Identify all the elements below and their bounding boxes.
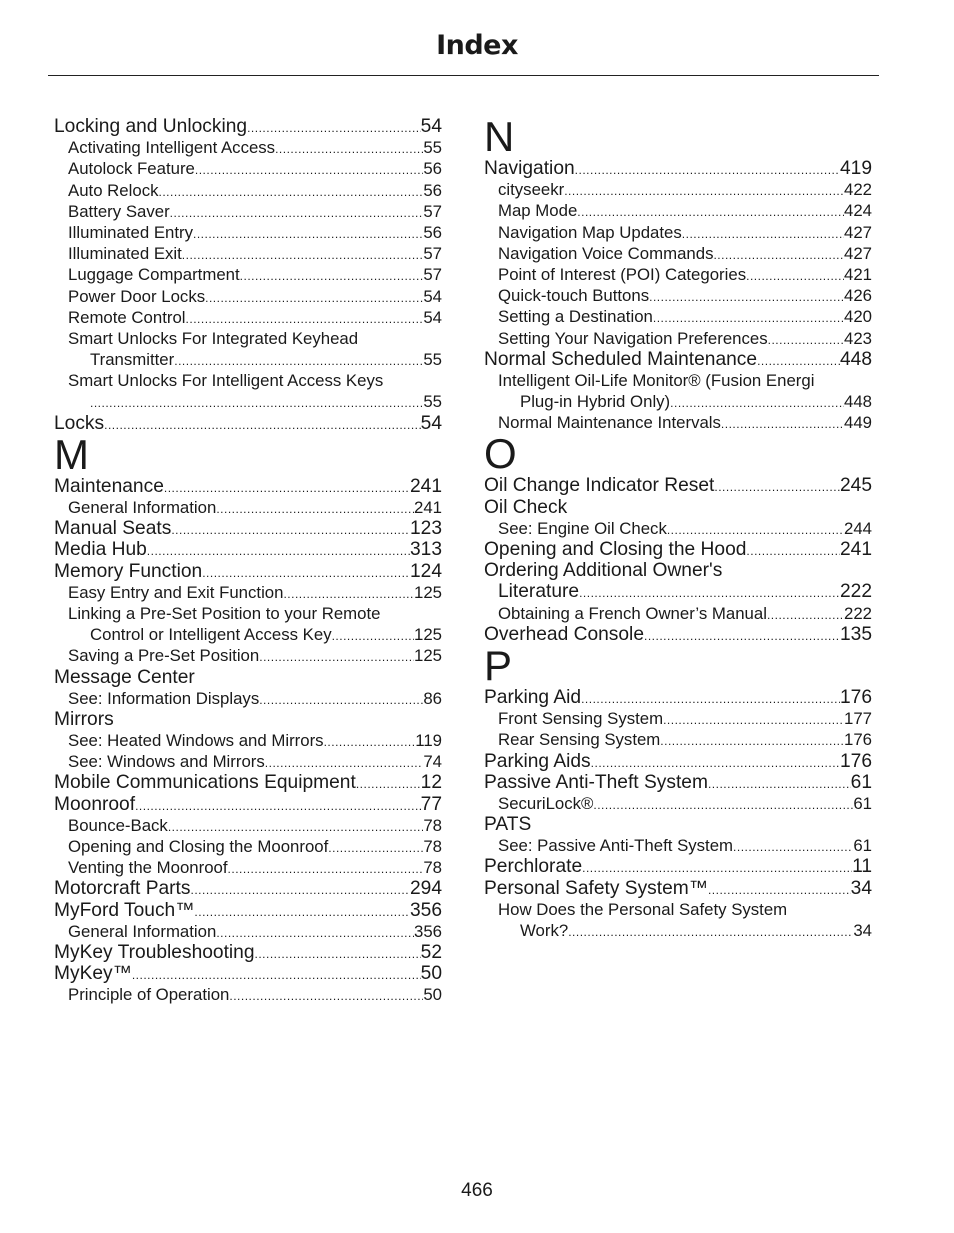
leader-dots <box>186 309 424 330</box>
entry-page-number: 56 <box>423 159 442 179</box>
entry-label: Parking Aid <box>484 686 582 708</box>
leader-dots <box>356 774 421 795</box>
leader-dots <box>746 541 840 562</box>
entry-page-number: 54 <box>423 286 442 306</box>
index-entry[interactable] <box>484 539 872 560</box>
index-heading: Mirrors <box>54 708 114 730</box>
entry-page-number: 294 <box>409 878 442 900</box>
entry-label: Locking and Unlocking <box>54 116 248 137</box>
entry-page-number: 424 <box>844 201 872 221</box>
entry-page-number: 244 <box>844 518 872 538</box>
entry-page-number: 56 <box>423 222 442 242</box>
entry-label: Control or Intelligent Access Key <box>90 625 332 645</box>
index-subentry[interactable] <box>484 920 872 941</box>
entry-label: General Information <box>68 498 217 517</box>
entry-label: MyFord Touch™ <box>54 899 195 921</box>
entry-page-number: 245 <box>839 475 872 497</box>
leader-dots <box>714 477 840 498</box>
entry-label: Navigation <box>484 158 575 179</box>
index-entry[interactable] <box>54 539 442 560</box>
leader-dots <box>158 182 423 203</box>
entry-label: Passive Anti-Theft System <box>484 771 708 793</box>
entry-page-number: 78 <box>423 858 442 878</box>
index-heading: Message Center <box>54 666 195 688</box>
index-entry[interactable] <box>54 518 442 539</box>
entry-page-number: 61 <box>853 793 872 813</box>
leader-dots <box>90 393 423 414</box>
index-subentry[interactable] <box>54 688 442 709</box>
entry-page-number: 11 <box>852 856 872 878</box>
entry-page-number: 420 <box>844 307 872 327</box>
page-number: 466 <box>461 1180 493 1201</box>
leader-dots <box>332 626 414 647</box>
entry-page-number: 356 <box>409 899 442 921</box>
leader-dots <box>168 817 424 838</box>
entry-label: Plug-in Hybrid Only) <box>520 392 671 412</box>
entry-page-number: 50 <box>423 985 442 1005</box>
entry-page-number: 313 <box>409 539 442 561</box>
entry-label: Opening and Closing the Moonroof <box>68 837 329 856</box>
entry-page-number: 56 <box>423 180 442 200</box>
index-subentry[interactable] <box>54 137 442 158</box>
leader-dots <box>195 160 423 181</box>
entry-label: Battery Saver <box>68 201 170 221</box>
entry-page-number: 54 <box>420 116 442 137</box>
entry-label: Opening and Closing the Hood <box>484 539 747 560</box>
entry-page-number: 78 <box>423 837 442 856</box>
entry-label: Easy Entry and Exit Function <box>68 582 284 602</box>
entry-page-number: 61 <box>850 771 872 793</box>
section-letter: N <box>484 113 515 160</box>
entry-page-number: 57 <box>423 244 442 264</box>
index-entry[interactable] <box>484 581 872 602</box>
leader-dots <box>259 690 423 711</box>
entry-page-number: 78 <box>423 815 442 835</box>
entry-label: MyKey™ <box>54 963 132 985</box>
section-letter: M <box>54 430 89 478</box>
leader-dots <box>170 203 424 224</box>
entry-page-number: 176 <box>844 730 872 750</box>
index-subentry[interactable] <box>484 603 872 624</box>
leader-dots <box>255 944 421 965</box>
leader-dots <box>193 224 423 245</box>
index-subentry[interactable] <box>54 264 442 285</box>
entry-page-number: 448 <box>844 392 872 412</box>
entry-label: Power Door Locks <box>68 286 206 306</box>
index-entry[interactable] <box>484 856 872 877</box>
entry-page-number: 61 <box>853 836 872 856</box>
entry-page-number: 222 <box>844 603 872 623</box>
entry-page-number: 34 <box>850 877 872 899</box>
leader-dots <box>644 626 840 647</box>
index-subentry[interactable] <box>54 624 442 645</box>
index-subentry[interactable] <box>54 921 442 942</box>
entry-label: General Information <box>68 921 217 941</box>
entry-label: Luggage Compartment <box>68 265 240 285</box>
entry-label: See: Engine Oil Check <box>498 518 667 538</box>
entry-label: Literature <box>498 581 580 603</box>
entry-label: See: Heated Windows and Mirrors <box>68 731 324 751</box>
entry-label: Activating Intelligent Access <box>68 138 276 158</box>
entry-page-number: 55 <box>423 392 442 412</box>
entry-page-number: 222 <box>839 581 872 603</box>
entry-label: Moonroof <box>54 793 136 815</box>
entry-label: Work? <box>520 921 569 940</box>
leader-dots <box>708 880 851 901</box>
index-subentry[interactable] <box>54 349 442 370</box>
entry-label: Mobile Communications Equipment <box>54 772 356 794</box>
entry-label: Bounce-Back <box>68 815 168 835</box>
entry-label: See: Information Displays <box>68 688 260 708</box>
leader-dots <box>568 922 853 943</box>
index-subentry[interactable] <box>484 222 872 243</box>
leader-dots <box>660 731 844 752</box>
index-subentry[interactable] <box>54 286 442 307</box>
entry-label: Normal Maintenance Intervals <box>498 413 721 433</box>
leader-dots <box>577 202 844 223</box>
leader-dots <box>746 266 844 287</box>
leader-dots <box>174 351 423 372</box>
entry-page-number: 55 <box>423 350 442 370</box>
index-entry[interactable] <box>54 963 442 984</box>
leader-dots <box>575 160 840 181</box>
entry-page-number: 12 <box>420 772 442 794</box>
leader-dots <box>147 541 410 562</box>
leader-dots <box>216 499 414 520</box>
index-subentry[interactable] <box>54 582 442 603</box>
entry-label: Maintenance <box>54 475 164 497</box>
index-subheading: Linking a Pre-Set Position to your Remote <box>68 603 381 623</box>
index-subentry[interactable] <box>54 201 442 222</box>
entry-page-number: 421 <box>844 264 872 284</box>
entry-page-number: 119 <box>415 731 442 751</box>
entry-label: Media Hub <box>54 539 147 561</box>
entry-label: Memory Function <box>54 560 203 582</box>
index-subentry[interactable] <box>484 306 872 327</box>
entry-label: Front Sensing System <box>498 709 664 729</box>
page-title: Index <box>436 30 518 61</box>
index-subentry[interactable] <box>484 412 872 433</box>
index-entry[interactable] <box>484 751 872 772</box>
section-letter: P <box>484 641 513 689</box>
entry-label: Principle of Operation <box>68 985 230 1005</box>
entry-page-number: 176 <box>839 686 872 708</box>
entry-label: Autolock Feature <box>68 159 195 179</box>
index-entry[interactable] <box>54 942 442 963</box>
leader-dots <box>581 689 840 710</box>
index-entry[interactable] <box>484 687 872 708</box>
index-subentry[interactable] <box>54 815 442 836</box>
index-subentry[interactable] <box>484 179 872 200</box>
entry-label: Setting a Destination <box>498 307 653 327</box>
leader-dots <box>202 563 410 584</box>
entry-page-number: 57 <box>423 265 442 285</box>
index-entry[interactable] <box>484 475 872 496</box>
index-subentry[interactable] <box>54 984 442 1005</box>
index-entry[interactable] <box>54 794 442 815</box>
leader-dots <box>104 415 421 436</box>
entry-page-number: 55 <box>423 138 442 158</box>
leader-dots <box>663 710 844 731</box>
index-subentry[interactable] <box>54 222 442 243</box>
index-entry[interactable] <box>54 116 442 137</box>
entry-page-number: 124 <box>409 560 442 582</box>
index-entry[interactable] <box>484 624 872 645</box>
leader-dots <box>708 774 851 795</box>
entry-label: Setting Your Navigation Preferences <box>498 328 768 348</box>
entry-label: Overhead Console <box>484 623 644 645</box>
entry-label: Point of Interest (POI) Categories <box>498 264 747 284</box>
entry-label: MyKey Troubleshooting <box>54 941 255 963</box>
leader-dots <box>713 245 844 266</box>
entry-label: Navigation Voice Commands <box>498 243 714 263</box>
entry-label: Personal Safety System™ <box>484 877 708 899</box>
leader-dots <box>682 224 844 245</box>
entry-label: Normal Scheduled Maintenance <box>484 348 758 370</box>
entry-label: Oil Change Indicator Reset <box>484 475 715 497</box>
entry-page-number: 125 <box>414 582 442 602</box>
leader-dots <box>240 266 424 287</box>
leader-dots <box>757 351 840 372</box>
leader-dots <box>228 859 424 880</box>
entry-page-number: 356 <box>414 921 442 941</box>
entry-label: Navigation Map Updates <box>498 222 682 242</box>
index-subentry[interactable] <box>54 497 442 518</box>
leader-dots <box>324 732 416 753</box>
leader-dots <box>591 753 840 774</box>
entry-label: Map Mode <box>498 201 578 221</box>
leader-dots <box>229 986 423 1007</box>
entry-page-number: 419 <box>839 158 872 179</box>
entry-page-number: 125 <box>414 646 442 666</box>
entry-page-number: 77 <box>420 793 442 815</box>
leader-dots <box>265 753 424 774</box>
index-subentry[interactable] <box>54 836 442 857</box>
leader-dots <box>768 330 844 351</box>
entry-label: Saving a Pre-Set Position <box>68 646 260 666</box>
index-subheading: Smart Unlocks For Integrated Keyhead <box>68 328 359 348</box>
entry-page-number: 57 <box>423 201 442 221</box>
index-entry[interactable] <box>54 772 442 793</box>
index-subentry[interactable] <box>484 264 872 285</box>
entry-page-number: 449 <box>844 413 872 433</box>
entry-label: Auto Relock <box>68 180 159 200</box>
index-entry[interactable] <box>484 772 872 793</box>
index-subentry[interactable] <box>54 180 442 201</box>
leader-dots <box>283 584 414 605</box>
index-heading: PATS <box>484 814 532 836</box>
leader-dots <box>653 308 844 329</box>
leader-dots <box>205 288 423 309</box>
entry-page-number: 423 <box>844 328 872 348</box>
leader-dots <box>171 520 410 541</box>
leader-dots <box>275 139 423 160</box>
index-subentry[interactable] <box>54 730 442 751</box>
index-subheading: Intelligent Oil-Life Monitor® (Fusion Energi <box>498 370 815 390</box>
leader-dots <box>721 414 844 435</box>
leader-dots <box>164 478 410 499</box>
index-subentry[interactable] <box>54 645 442 666</box>
entry-label: Parking Aids <box>484 750 591 772</box>
index-subentry[interactable] <box>484 243 872 264</box>
entry-label: See: Windows and Mirrors <box>68 752 265 772</box>
entry-label: Locks <box>54 412 105 434</box>
entry-label: Rear Sensing System <box>498 730 661 750</box>
leader-dots <box>194 902 410 923</box>
index-entry[interactable] <box>54 413 442 434</box>
entry-page-number: 422 <box>844 180 872 200</box>
index-subentry[interactable] <box>484 729 872 750</box>
index-heading: Oil Check <box>484 496 568 518</box>
entry-label: Illuminated Exit <box>68 244 182 264</box>
entry-page-number: 176 <box>839 750 872 772</box>
index-subentry[interactable] <box>54 751 442 772</box>
entry-label: Transmitter <box>90 350 175 370</box>
index-subentry[interactable] <box>484 793 872 814</box>
entry-label: Remote Control <box>68 307 186 327</box>
entry-page-number: 426 <box>844 286 872 306</box>
index-subentry[interactable] <box>484 285 872 306</box>
leader-dots <box>667 520 844 541</box>
entry-page-number: 241 <box>414 498 442 517</box>
index-entry[interactable] <box>484 158 872 179</box>
index-subentry[interactable] <box>54 307 442 328</box>
leader-dots <box>733 837 853 858</box>
leader-dots <box>564 181 844 202</box>
entry-page-number: 448 <box>839 348 872 370</box>
leader-dots <box>328 838 423 859</box>
entry-label: SecuriLock® <box>498 793 594 813</box>
leader-dots <box>582 858 852 879</box>
entry-label: Quick-touch Buttons <box>498 286 650 306</box>
index-subentry[interactable] <box>484 328 872 349</box>
leader-dots <box>247 118 421 139</box>
entry-page-number: 135 <box>839 623 872 645</box>
entry-label: Perchlorate <box>484 856 583 878</box>
leader-dots <box>579 583 840 604</box>
entry-label: Obtaining a French Owner’s Manual <box>498 603 767 623</box>
title-divider <box>48 75 879 76</box>
index-entry[interactable] <box>54 561 442 582</box>
index-entry[interactable] <box>484 349 872 370</box>
entry-page-number: 125 <box>414 625 442 645</box>
index-subentry[interactable] <box>484 518 872 539</box>
entry-page-number: 177 <box>844 709 872 729</box>
index-column-left <box>54 116 442 1006</box>
entry-label: cityseekr <box>498 180 565 200</box>
index-entry[interactable] <box>54 476 442 497</box>
entry-page-number: 241 <box>409 475 442 497</box>
index-entry[interactable] <box>484 878 872 899</box>
entry-page-number: 86 <box>423 688 442 708</box>
entry-page-number: 427 <box>844 243 872 263</box>
index-entry[interactable] <box>54 878 442 899</box>
leader-dots <box>182 245 424 266</box>
entry-page-number: 74 <box>423 752 442 772</box>
index-subentry[interactable] <box>54 391 442 412</box>
index-subentry[interactable] <box>54 158 442 179</box>
entry-page-number: 54 <box>420 412 442 434</box>
entry-page-number: 50 <box>420 963 442 985</box>
entry-page-number: 427 <box>844 222 872 242</box>
leader-dots <box>593 795 853 816</box>
index-column-right <box>484 113 872 941</box>
leader-dots <box>216 923 414 944</box>
index-subentry[interactable] <box>54 857 442 878</box>
index-subentry[interactable] <box>54 243 442 264</box>
entry-label: Manual Seats <box>54 518 172 540</box>
index-subentry[interactable] <box>484 835 872 856</box>
entry-page-number: 123 <box>409 518 442 540</box>
index-subentry[interactable] <box>484 391 872 412</box>
index-heading: Ordering Additional Owner's <box>484 560 723 582</box>
index-entry[interactable] <box>54 900 442 921</box>
index-subentry[interactable] <box>484 708 872 729</box>
leader-dots <box>259 647 414 668</box>
leader-dots <box>670 393 844 414</box>
entry-page-number: 241 <box>839 539 872 560</box>
leader-dots <box>649 287 844 308</box>
entry-label: Venting the Moonroof <box>68 858 228 878</box>
entry-label: Illuminated Entry <box>68 222 193 242</box>
leader-dots <box>190 880 410 901</box>
leader-dots <box>767 605 844 626</box>
entry-page-number: 34 <box>853 921 872 940</box>
section-letter: O <box>484 430 517 478</box>
entry-page-number: 52 <box>420 941 442 963</box>
leader-dots <box>132 965 421 986</box>
entry-page-number: 54 <box>423 307 442 327</box>
index-subheading: How Does the Personal Safety System <box>498 899 788 919</box>
entry-label: See: Passive Anti-Theft System <box>498 836 734 856</box>
index-subentry[interactable] <box>484 200 872 221</box>
index-subheading: Smart Unlocks For Intelligent Access Keys <box>68 371 384 391</box>
entry-label: Motorcraft Parts <box>54 878 191 900</box>
leader-dots <box>135 796 421 817</box>
